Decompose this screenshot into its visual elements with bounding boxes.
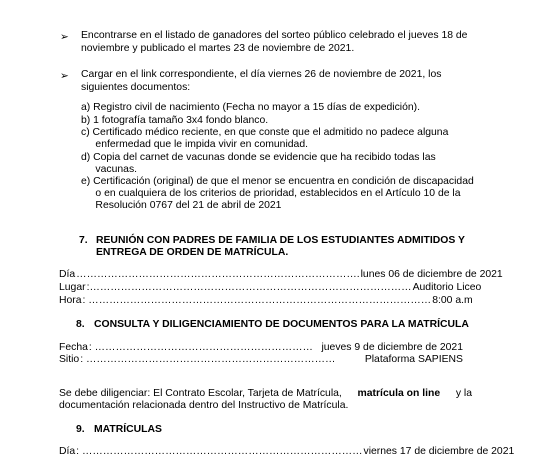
document-item-e-line-3: Resolución 0767 del 21 de abril de 2021 [81, 200, 282, 211]
bullet-2-line-1: Cargar en el link correspondiente, el día viernes 26 de noviembre de 2021, los [81, 69, 442, 80]
document-item-c-line-1: c) Certificado médico reciente, en que conste que el admitido no padece alguna [81, 127, 449, 138]
section-8-row-fecha: Fecha : ……………………………………………………… jueves 9 de diciembre de 2021 [59, 342, 463, 353]
bullet-1-line-1: Encontrarse en el listado de ganadores del sorteo público celebrado el jueves 18 de [81, 30, 468, 41]
section-8-title: CONSULTA Y DILIGENCIAMIENTO DE DOCUMENTOS PARA LA MATRÍCULA [94, 319, 469, 330]
document-item-d-line-1: d) Copia del carnet de vacunas donde se evidencie que ha recibido todas las [81, 152, 436, 163]
section-8-row-sitio: Sitio : ……………………………………………………………… Plataforma SAPIENS [59, 354, 463, 365]
section-9-row-dia: Día : ……………………………………………………………………… viernes 17 de diciembre de 2021 [59, 446, 515, 457]
section-8-note-line-2: documentación relacionada dentro del Instructivo de Matrícula. [59, 400, 349, 411]
bullet-arrow-icon: ➢ [60, 32, 69, 43]
bullet-arrow-icon: ➢ [60, 71, 69, 82]
section-8-number: 8. [76, 319, 85, 330]
section-7-row-lugar: Lugar :………………………………………………………………………………… Auditorio Liceo [59, 282, 482, 293]
section-7-row-hora: Hora : ……………………………………………………………………………………… 8:00 a.m [59, 295, 473, 306]
document-item-e-line-1: e) Certificación (original) de que el menor se encuentra en condición de discapacidad [81, 176, 474, 187]
document-item-b: b) 1 fotografía tamaño 3x4 fondo blanco. [81, 115, 269, 126]
section-7-number: 7. [79, 235, 88, 246]
document-item-c-line-2: enfermedad que le impida vivir en comunidad. [81, 139, 308, 150]
bullet-1-line-2: noviembre y publicado el martes 23 de noviembre de 2021. [81, 43, 355, 54]
section-7-row-dia: Día ………………………………………………………………………. lunes 06 de diciembre de 2021 [59, 269, 503, 280]
document-item-e-line-2: o en cualquiera de los criterios de prioridad, establecidos en el Artículo 10 de la [81, 188, 461, 199]
section-7-title-line-2: ENTREGA DE ORDEN DE MATRÍCULA. [96, 247, 289, 258]
document-item-a: a) Registro civil de nacimiento (Fecha no mayor a 15 días de expedición). [81, 102, 421, 113]
section-9-number: 9. [76, 424, 85, 435]
bullet-2-line-2: siguientes documentos: [81, 82, 191, 93]
document-item-d-line-2: vacunas. [81, 164, 138, 175]
section-7-title-line-1: REUNIÓN CON PADRES DE FAMILIA DE LOS ESTUDIANTES ADMITIDOS Y [96, 235, 465, 246]
section-8-note-line-1: Se debe diligenciar: El Contrato Escolar, Tarjeta de Matrícula, matrícula on line y la [59, 388, 472, 399]
section-9-title: MATRÍCULAS [94, 424, 162, 435]
